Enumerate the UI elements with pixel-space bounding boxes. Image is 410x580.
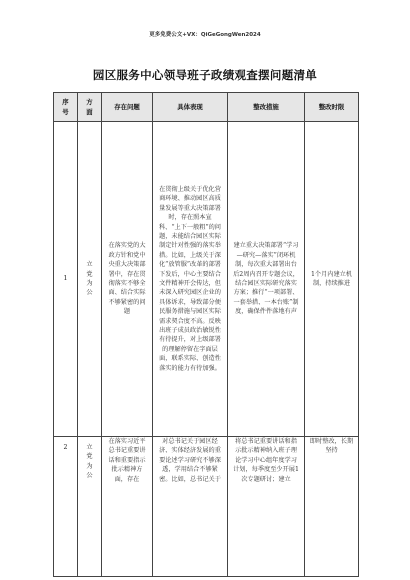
- row-aspect: 立党为公: [78, 437, 102, 577]
- problem-list-table: [53, 92, 359, 577]
- row-deadline: 即时整改，长期坚持: [305, 437, 359, 577]
- row-issue: 在落实党的大政方针和党中央重大决策部署中，存在贯彻落实不够全面、结合实际不够紧密的问题: [102, 122, 153, 437]
- row-deadline: 1个月内建立机制，持续推进: [305, 122, 359, 437]
- header-measure: 整改措施: [228, 93, 305, 122]
- row-index: 2: [54, 437, 78, 577]
- header-index: 序号: [54, 93, 78, 122]
- header-note: 更多免费公文+VX：QiGeGongWen2024: [149, 32, 261, 38]
- header-detail: 具体表现: [153, 93, 228, 122]
- row-measure: 建立重大决策部署“学习—研究—落实”闭环机制，每次重大部署出台后2周内召开专题会议，结合园区实际研究落实方案；推行“一项部署、一套举措、一本台账”制度，确保件件落地有声: [228, 122, 305, 437]
- document-title: 园区服务中心领导班子政绩观查摆问题清单: [92, 68, 318, 82]
- table-row: [54, 122, 359, 437]
- header-deadline: 整改时限: [305, 93, 359, 122]
- table-row: [54, 437, 359, 577]
- row-measure: 将总书记重要讲话和指示批示精神纳入班子理论学习中心组年度学习计划，每季度至少开展1次专题研讨；建立: [228, 437, 305, 577]
- row-index: 1: [54, 122, 78, 437]
- row-detail: 在贯彻上级关于优化营商环境、推动园区高质量发展等重大决策部署时，存在照本宣科、“上下一般粗”的问题，未能结合园区实际制定针对性强的落实举措。比如，上级关于深化“放管服”改革的部署下发后，中心主要结合文件精神开会传达，但未深入研究园区企业的具体诉求，导致部分便民服务措施与园区实际需求契合度不高。反映出班子成员政治敏锐性有待提升，对上级部署的理解停留在字面层面，联系实际、创造性落实的能力有待加强。: [153, 122, 228, 437]
- table-header-row: [54, 93, 359, 122]
- row-aspect: 立党为公: [78, 122, 102, 437]
- header-issue: 存在问题: [102, 93, 153, 122]
- header-aspect: 方面: [78, 93, 102, 122]
- row-detail: 对总书记关于园区经济、实体经济发展的重要论述学习研究不够深透，学用结合不够紧密。比如，总书记关于: [153, 437, 228, 577]
- row-issue: 在落实习近平总书记重要讲话和重要指示批示精神方面，存在: [102, 437, 153, 577]
